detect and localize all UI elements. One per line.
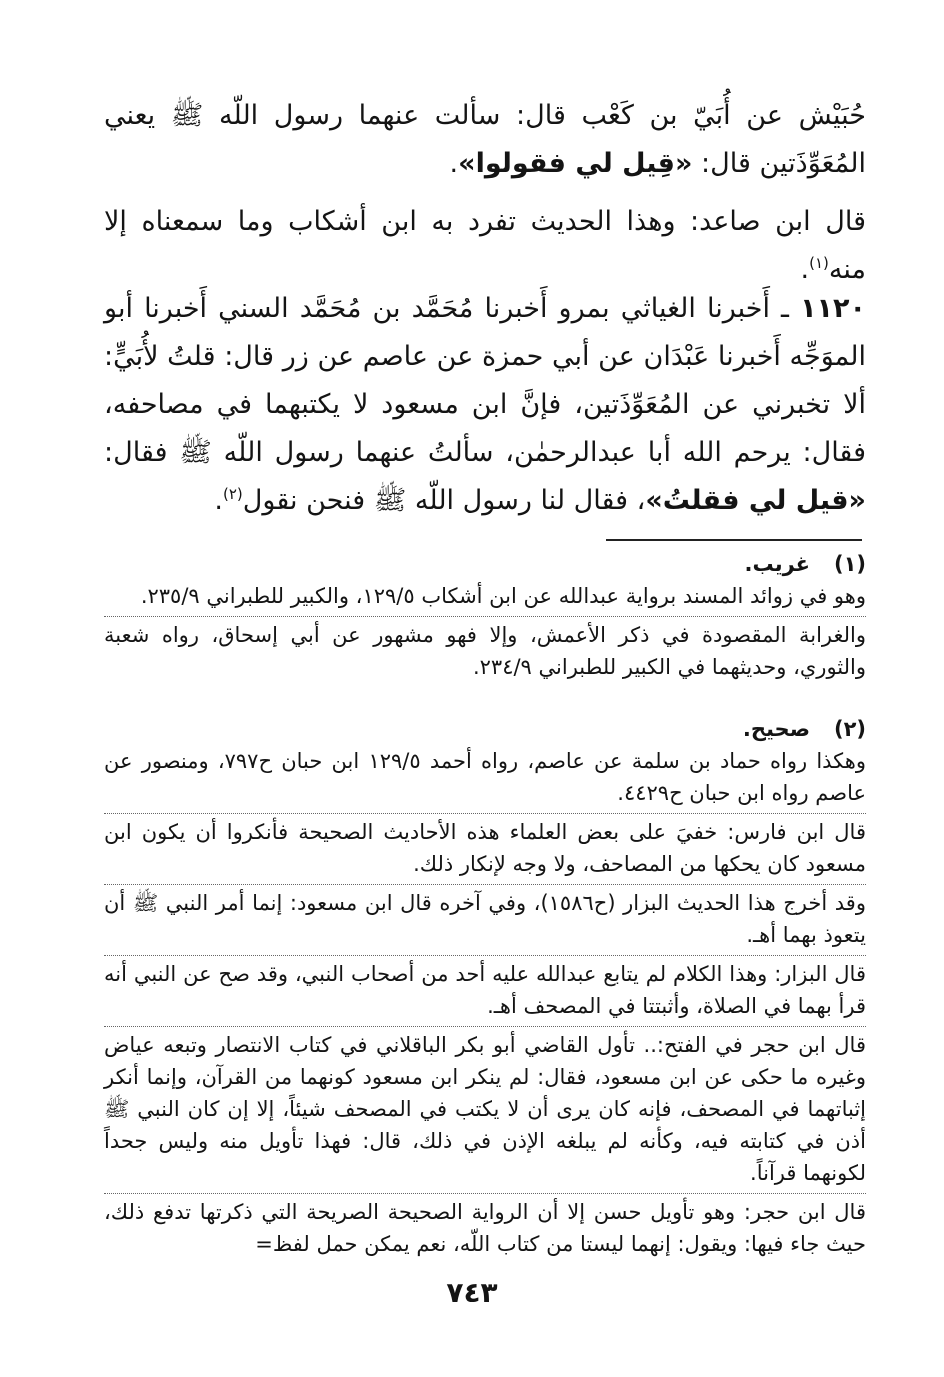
page-number: ٧٤٣ (446, 1276, 498, 1309)
footnote-line: قال ابن حجر في الفتح:.. تأول القاضي أبو بكر الباقلاني في كتاب الانتصار وتبعه عياض وغيره ما حكى عن ابن مسعود، فقال: لم ينكر ابن مسعود كونهما من القرآن، وإنما أنكر إثباتهما في المصحف، فإنه كان يرى أن لا يكتب في المصحف شيئاً، إلا إن كان النبي ﷺ أذن في كتابته فيه، وكأنه لم يبلغه الإذن في ذلك، قال: فهذا تأويل منه وليس جحداً لكونهما قرآناً. (104, 1033, 866, 1185)
paragraph-text: قال ابن صاعد: وهذا الحديث تفرد به ابن أشكاب وما سمعناه إلا منه (104, 206, 866, 285)
footnote-number: (١) (833, 552, 866, 576)
footnote-line: قال البزار: وهذا الكلام لم يتابع عبدالله عليه أحد من أصحاب النبي، وقد صح عن النبي أنه قرأ بهما في الصلاة، وأثبتتا في المصحف أهـ. (104, 962, 866, 1018)
footnote-line: والغرابة المقصودة في ذكر الأعمش، وإلا فهو مشهور عن أبي إسحاق، رواه شعبة والثوري، وحديثهما في الكبير للطبراني ٢٣٤/٩. (104, 623, 866, 679)
footnote-number: (٢) (833, 717, 866, 741)
dotted-divider (104, 614, 866, 617)
footnote-line: وهكذا رواه حماد بن سلمة عن عاصم، رواه أحمد ١٢٩/٥ ابن حبان ح٧٩٧، ومنصور عن عاصم رواه ابن حبان ح٤٤٢٩. (104, 749, 866, 805)
paragraph-text: ـ أَخبرنا الغياثي بمرو أَخبرنا مُحَمَّد بن مُحَمَّد السني أَخبرنا أبو الموَجِّه أَخبرنا عَبْدَان عن أبي حمزة عن عاصم عن زر قال: قلتُ لأُبَيٍّ: ألا تخبرني عن المُعَوِّذَتين، فإنَّ ابن مسعود لا يكتبهما في مصاحفه، فقال: يرحم الله أبا عبدالرحمٰن، سألتُ عنهما رسول اللّه ﷺ فقال: (104, 293, 866, 468)
hadith-number: ١١٢٠ (800, 293, 866, 324)
quoted-bold-text: «قِيل لي فقولوا» (458, 148, 693, 179)
quoted-bold-text: «قيل لي فقلتُ» (645, 485, 866, 516)
dotted-divider (104, 953, 866, 956)
footnote-line: قال ابن حجر: وهو تأويل حسن إلا أن الرواية الصحيحة الصريحة التي ذكرتها تدفع ذلك، حيث جاء فيها: ويقول: إنهما ليستا من كتاب اللّه، نعم يمكن حمل لفظ= (104, 1200, 866, 1256)
footnote-line: وقد أخرج هذا الحديث البزار (ح١٥٨٦)، وفي آخره قال ابن مسعود: إنما أمر النبي ﷺ أن يتعوذ بهما أهـ. (104, 891, 866, 947)
paragraph-text-end: ، فقال لنا رسول اللّه ﷺ فنحن نقول (242, 485, 646, 516)
dotted-divider (104, 811, 866, 814)
footnote-ref-2[interactable]: (٢) (223, 485, 243, 503)
footnote-line: قال ابن فارس: خفيَ على بعض العلماء هذه الأحاديث الصحيحة فأنكروا أن يكون ابن مسعود كان يحكها من المصاحف، ولا وجه لإنكار ذلك. (104, 820, 866, 876)
footnote-1 (104, 548, 866, 683)
main-paragraph-3: ١١٢٠ ـ أَخبرنا الغياثي بمرو أَخبرنا مُحَمَّد بن مُحَمَّد السني أَخبرنا أبو الموَجِّه أَخبرنا عَبْدَان عن أبي حمزة عن عاصم عن زر قال: قلتُ لأُبَيٍّ: ألا تخبرني عن المُعَوِّذَتين، فإنَّ ابن مسعود لا يكتبهما في مصاحفه، فقال: يرحم الله أبا عبدالرحمٰن، سألتُ عنهما رسول اللّه ﷺ فقال: «قيل لي فقلتُ»، فقال لنا رسول اللّه ﷺ فنحن نقول$^{(٢)}$. (104, 293, 866, 516)
footnote-ref-1[interactable]: (١) (809, 254, 829, 272)
dotted-divider (104, 882, 866, 885)
footnote-grade: صحيح. (742, 717, 810, 741)
main-paragraph-1: حُبَيْش عن أُبَيّ بن كَعْب قال: سألت عنهما رسول اللّه ﷺ يعني المُعَوِّذَتين قال: «قِيل لي فقولوا». (104, 100, 866, 179)
footnote-line: وهو في زوائد المسند برواية عبدالله عن ابن أشكاب ١٢٩/٥، والكبير للطبراني ٢٣٥/٩. (140, 584, 866, 608)
main-paragraph-2: قال ابن صاعد: وهذا الحديث تفرد به ابن أشكاب وما سمعناه إلا منه$^{(١)}$. (104, 206, 866, 285)
footnote-grade: غريب. (744, 552, 810, 576)
footnote-separator (606, 539, 862, 541)
dotted-divider (104, 1191, 866, 1194)
dotted-divider (104, 1024, 866, 1027)
paragraph-text: حُبَيْش عن أُبَيّ بن كَعْب قال: سألت عنهما رسول اللّه ﷺ يعني المُعَوِّذَتين قال: (104, 100, 866, 179)
footnote-2 (104, 713, 866, 1260)
